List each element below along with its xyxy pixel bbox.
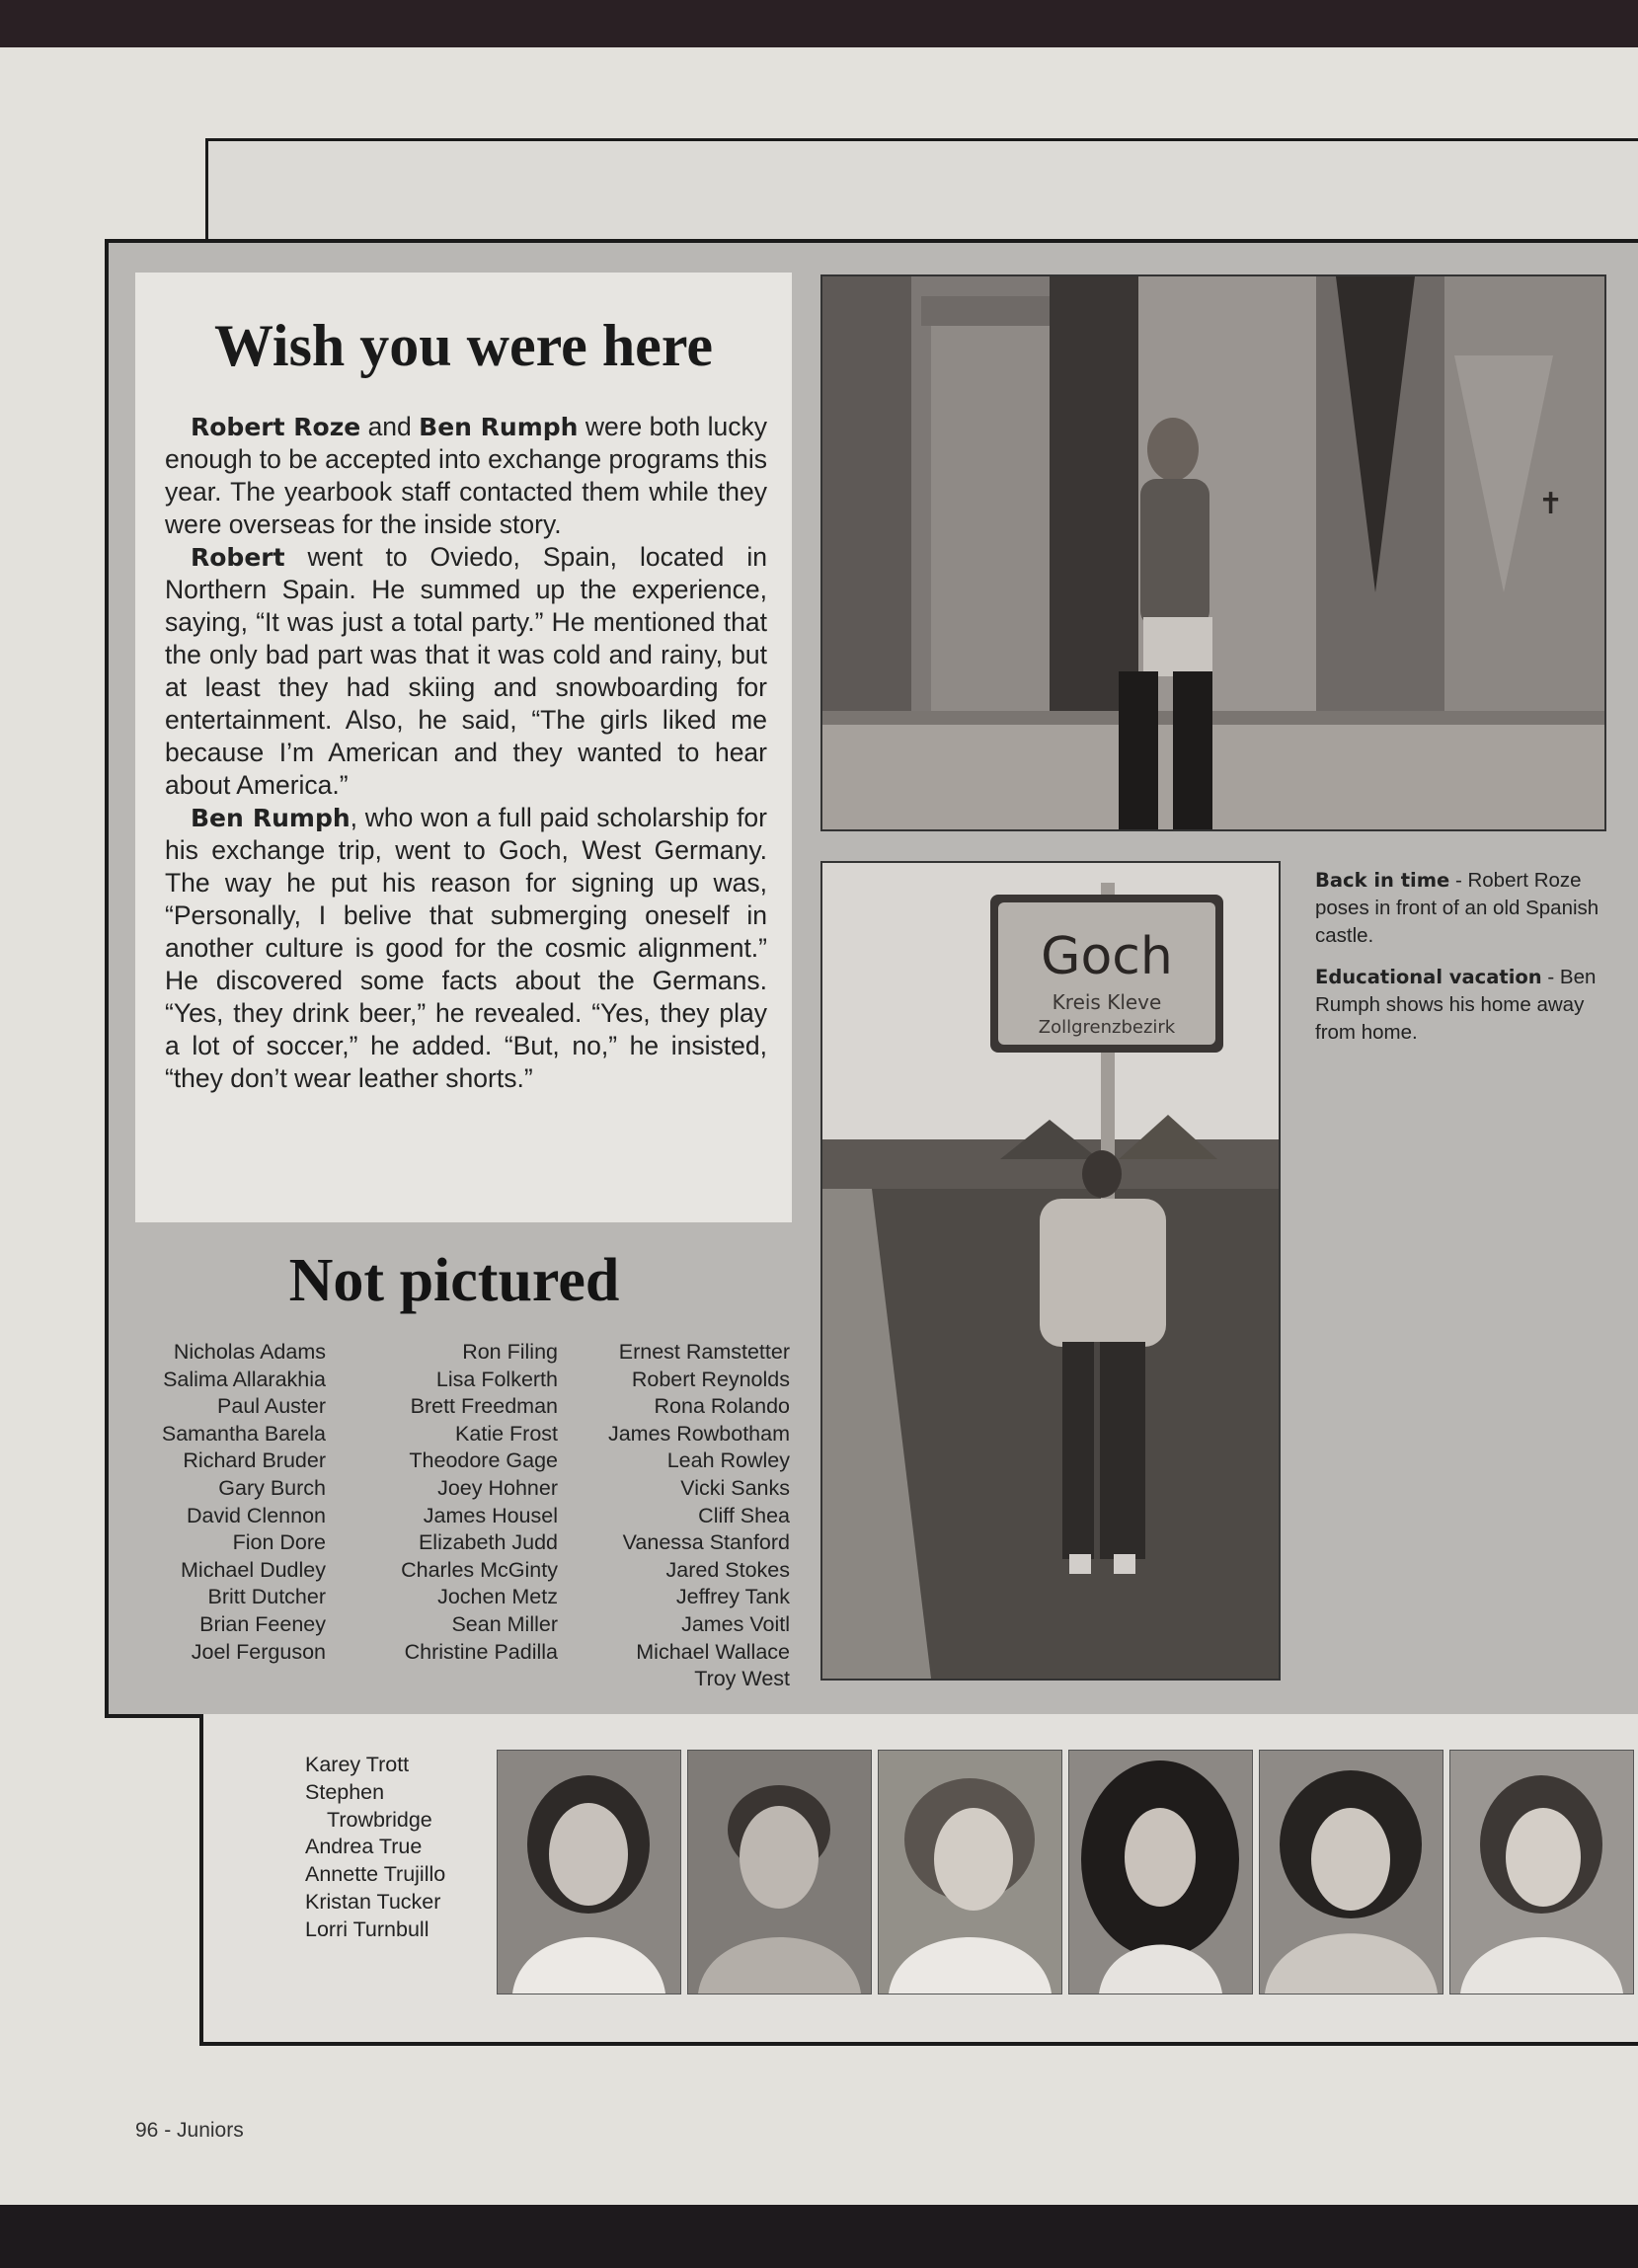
- portrait-photo: [878, 1750, 1062, 1994]
- list-item: Michael Dudley: [181, 1557, 326, 1582]
- portrait-photo: [1259, 1750, 1443, 1994]
- paragraph-text: went to Oviedo, Spain, located in Northern Spain. He summed up the experience, saying, “It was just a total party.” He mentioned that the only bad part was that it was cold and rainy, but at least they had skiing and snowboarding for entertainment. Also, he said, “The girls liked me because I’m American and they wanted to hear about America.”: [165, 542, 767, 800]
- story-paragraph-2: [165, 541, 767, 802]
- paragraph-text: were both lucky enough to be accepted into exchange programs this year. The yearbook staff contacted them while they were overseas for the inside story.: [165, 412, 767, 539]
- roster-name: Stephen: [305, 1779, 385, 1804]
- roster-name: Annette Trujillo: [305, 1862, 446, 1887]
- not-pictured-column-1: [148, 1339, 326, 1666]
- caption-lead: Educational vacation: [1315, 966, 1542, 988]
- photo-captions: [1315, 867, 1611, 1060]
- list-item: Richard Bruder: [183, 1448, 326, 1473]
- list-item: Britt Dutcher: [207, 1585, 326, 1609]
- svg-text:✝: ✝: [1538, 487, 1564, 521]
- caption-text: - Robert Roze poses in front of an old Spanish castle.: [1315, 869, 1599, 947]
- list-item: Elizabeth Judd: [418, 1530, 558, 1555]
- list-item: David Clennon: [186, 1503, 326, 1527]
- name-robert-roze: Robert Roze: [191, 413, 361, 441]
- list-item: Theodore Gage: [409, 1448, 558, 1473]
- list-item: Vanessa Stanford: [622, 1530, 790, 1555]
- list-item: Michael Wallace: [636, 1639, 790, 1664]
- story-body: [165, 411, 767, 1095]
- list-item: Vicki Sanks: [680, 1475, 790, 1500]
- list-item: Lisa Folkerth: [435, 1367, 558, 1391]
- list-item: James Rowbotham: [607, 1421, 790, 1446]
- list-item: Salima Allarakhia: [163, 1367, 326, 1391]
- caption-goch: [1315, 964, 1611, 1047]
- portrait-roster: [305, 1752, 445, 1944]
- list-item: Brian Feeney: [199, 1611, 326, 1636]
- story-paragraph-1: [165, 411, 767, 541]
- castle-photo: [820, 274, 1606, 831]
- conjunction: and: [360, 412, 420, 441]
- name-ben-rumph: Ben Rumph: [191, 804, 351, 832]
- roster-name: Lorri Turnbull: [305, 1916, 429, 1941]
- list-item: Brett Freedman: [410, 1394, 558, 1419]
- list-item: Jochen Metz: [437, 1585, 558, 1609]
- list-item: Charles McGinty: [401, 1557, 558, 1582]
- list-item: Ron Filing: [462, 1340, 558, 1364]
- roster-name: Trowbridge: [327, 1807, 432, 1832]
- paragraph-text: , who won a full paid scholarship for his exchange trip, went to Goch, West Germany. The way he put his reason for signing up was, “Personally, I belive that submerging oneself in another culture is good for the cosmic alignment.” He discovered some facts about the Germans. “Yes, they drink beer,” he revealed. “Yes, they play a lot of soccer,” he added. “But, no,” he insisted, “they don’t wear leather shorts.”: [165, 803, 767, 1093]
- list-item: Samantha Barela: [161, 1421, 326, 1446]
- list-item: Ernest Ramstetter: [618, 1340, 790, 1364]
- portrait-photo: [1068, 1750, 1253, 1994]
- not-pictured-column-2: [380, 1339, 558, 1666]
- list-item: Joey Hohner: [437, 1475, 558, 1500]
- list-item: Fion Dore: [232, 1530, 326, 1555]
- list-item: Jeffrey Tank: [675, 1585, 790, 1609]
- caption-castle: [1315, 867, 1611, 950]
- not-pictured-column-3: [583, 1339, 790, 1693]
- list-item: Leah Rowley: [666, 1448, 790, 1473]
- list-item: James Housel: [423, 1503, 558, 1527]
- scan-bottom-edge: [0, 2205, 1638, 2268]
- list-item: Nicholas Adams: [173, 1340, 326, 1364]
- page-folio: 96 - Juniors: [135, 2119, 244, 2142]
- caption-lead: Back in time: [1315, 869, 1450, 892]
- roster-name: Andrea True: [305, 1835, 423, 1859]
- list-item: Rona Rolando: [654, 1394, 790, 1419]
- story-title: Wish you were here: [214, 313, 713, 378]
- list-item: Paul Auster: [217, 1394, 326, 1419]
- list-item: Jared Stokes: [665, 1557, 790, 1582]
- story-box: [135, 273, 792, 1222]
- not-pictured-title: Not pictured: [288, 1247, 620, 1314]
- goch-photo: [820, 861, 1281, 1681]
- sign-town-name: Goch: [1041, 927, 1173, 986]
- roster-name: Kristan Tucker: [305, 1889, 441, 1914]
- portrait-photo: [687, 1750, 872, 1994]
- portrait-photo: [1449, 1750, 1634, 1994]
- list-item: Cliff Shea: [698, 1503, 790, 1527]
- list-item: Robert Reynolds: [631, 1367, 790, 1391]
- list-item: Gary Burch: [218, 1475, 326, 1500]
- portrait-row: [497, 1750, 1638, 1994]
- sign-line-2: Zollgrenzbezirk: [1038, 1017, 1176, 1038]
- story-paragraph-3: [165, 802, 767, 1095]
- caption-text: - Ben Rumph shows his home away from home.: [1315, 966, 1597, 1044]
- list-item: Troy West: [694, 1667, 790, 1691]
- list-item: Joel Ferguson: [191, 1639, 326, 1664]
- roster-name: Karey Trott: [305, 1753, 410, 1776]
- list-item: Sean Miller: [451, 1611, 558, 1636]
- name-robert: Robert: [191, 543, 285, 572]
- list-item: Katie Frost: [455, 1421, 558, 1446]
- portrait-photo: [497, 1750, 681, 1994]
- list-item: James Voitl: [681, 1611, 790, 1636]
- name-ben-rumph: Ben Rumph: [419, 413, 579, 441]
- sign-line-1: Kreis Kleve: [1052, 990, 1162, 1014]
- list-item: Christine Padilla: [404, 1639, 558, 1664]
